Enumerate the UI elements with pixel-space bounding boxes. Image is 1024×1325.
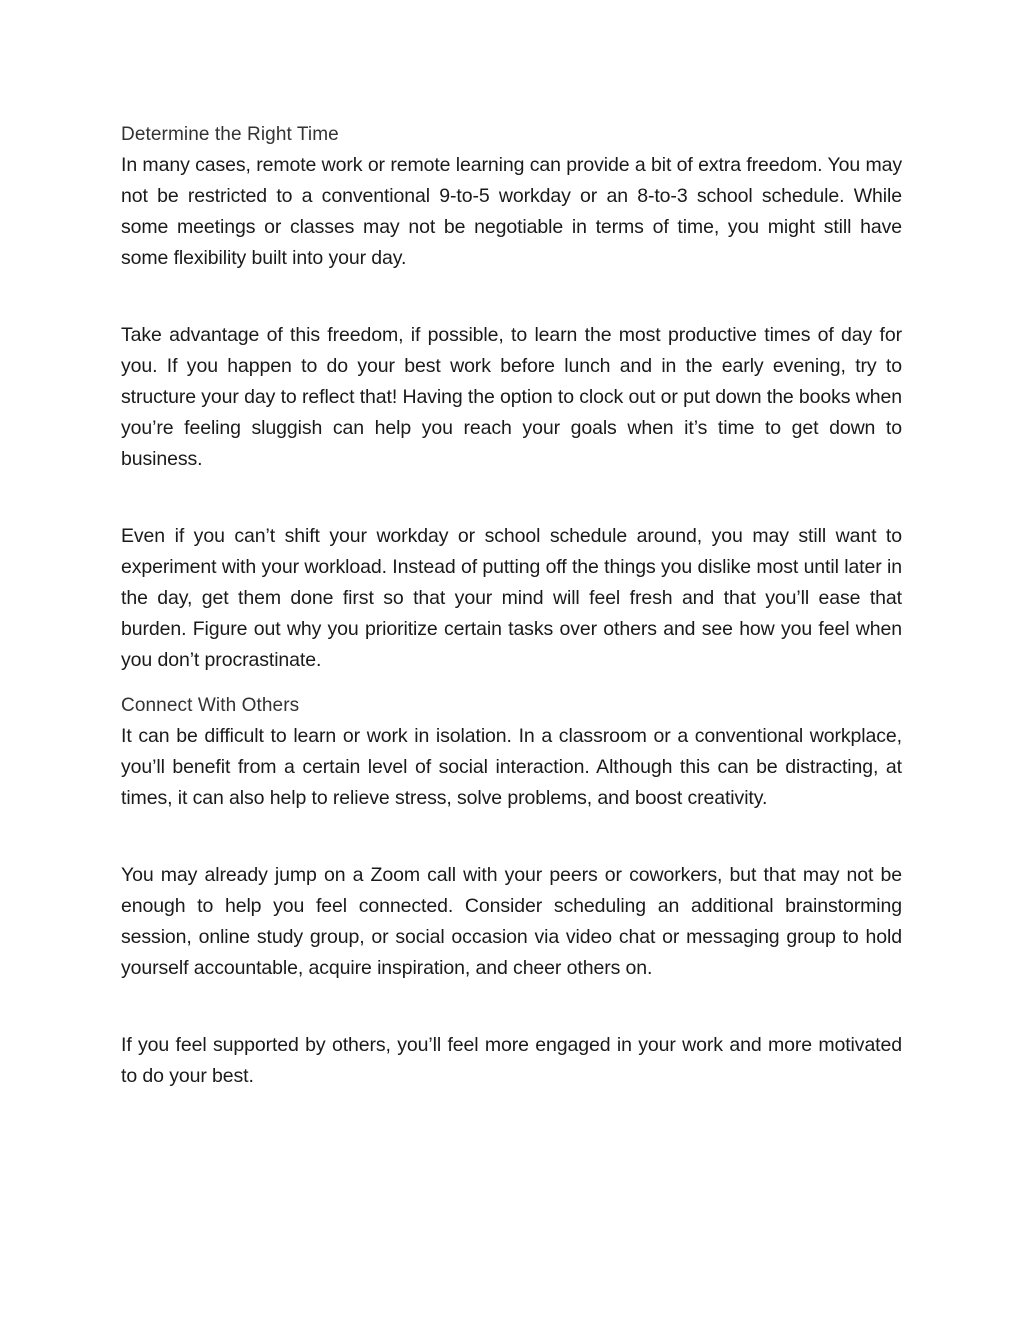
paragraph: If you feel supported by others, you’ll feel more engaged in your work and more motivated to do your best. [121,1034,902,1087]
section-heading: Determine the Right Time [121,124,339,145]
section-connect-with-others [121,690,902,1092]
document-page [121,119,902,1092]
paragraph: You may already jump on a Zoom call with your peers or coworkers, but that may not be enough to help you feel connected. Consider scheduling an additional brainstorming session, online study group, or social occasion via video chat or messaging group to hold yourself accountable, acquire inspiration, and cheer others on. [121,864,902,979]
paragraph: Even if you can’t shift your workday or school schedule around, you may still want to experiment with your workload. Instead of putting off the things you dislike most until later in the day, get them done first so that your mind will feel fresh and that you’ll ease that burden. Figure out why you prioritize certain tasks over others and see how you feel when you don’t procrastinate. [121,525,902,671]
paragraph: Take advantage of this freedom, if possible, to learn the most productive times of day for you. If you happen to do your best work before lunch and in the early evening, try to structure your day to reflect that! Having the option to clock out or put down the books when you’re feeling sluggish can help you reach your goals when it’s time to get down to business. [121,324,902,470]
section-heading: Connect With Others [121,695,300,716]
paragraph: In many cases, remote work or remote learning can provide a bit of extra freedom. You may not be restricted to a conventional 9-to-5 workday or an 8-to-3 school schedule. While some meetings or classes may not be negotiable in terms of time, you might still have some flexibility built into your day. [121,154,902,269]
section-determine-right-time [121,119,902,676]
paragraph: It can be difficult to learn or work in isolation. In a classroom or a conventional workplace, you’ll benefit from a certain level of social interaction. Although this can be distracting, at times, it can also help to relieve stress, solve problems, and boost creativity. [121,725,902,809]
